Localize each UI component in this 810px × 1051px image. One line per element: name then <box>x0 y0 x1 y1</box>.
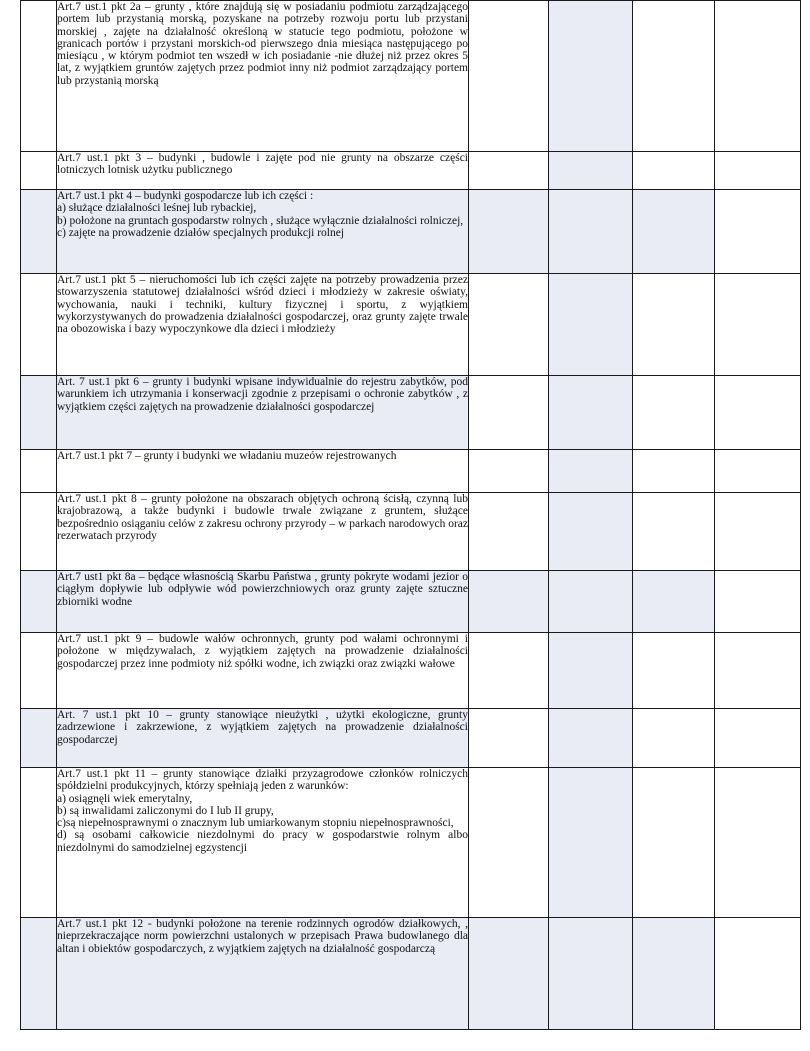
provision-text: Art.7 ust.1 pkt 2a – grunty , które znajdują się w posiadaniu podmiotu zarządzającego portem lub przystanią morską, pozyskane na potrzeby rozwoju portu lub przystani morskiej , zajęte na działalność określoną w statucie tego podmiotu, położone w granicach portów i przystani morskich-od pierwszego dnia miesiąca następującego po miesiącu , w którym podmiot ten wszedł w ich posiadanie -nie dłużej niż przez okres 5 lat, z wyjątkiem gruntów zajętych przez podmiot inny niż podmiot zarządzający portem lub przystanią morską <box>57 1 468 87</box>
value-cell <box>549 450 633 493</box>
value-cell <box>633 493 715 571</box>
value-cell <box>715 571 801 633</box>
value-cell <box>549 571 633 633</box>
provision-text-cell <box>57 152 469 190</box>
value-cell <box>469 709 549 768</box>
table-row <box>21 190 801 274</box>
index-cell <box>21 633 57 709</box>
value-cell <box>549 190 633 274</box>
value-cell <box>633 633 715 709</box>
value-cell <box>469 376 549 450</box>
provision-text: Art.7 ust.1 pkt 9 – budowle wałów ochronnych, grunty pod wałami ochronnymi i położone w międzywalach, z wyjątkiem zajętych na prowadzenie działalności gospodarczej przez inne podmioty niż spółki wodne, ich związki oraz związki wałowe <box>57 633 468 670</box>
index-cell <box>21 1 57 152</box>
index-cell <box>21 571 57 633</box>
table-row <box>21 571 801 633</box>
value-cell <box>633 274 715 376</box>
provision-text: Art.7 ust.1 pkt 11 – grunty stanowiące działki przyzagrodowe członków rolniczych spółdzielni produkcyjnych, którzy spełniają jeden z warunków: a) osiągnęli wiek emerytalny, b) są inwalidami zaliczonymi do I lub II grupy, c)są niepełnosprawnymi o znacznym lub umiarkowanym stopniu niepełnosprawności, d) są osobami całkowicie niezdolnymi do pracy w gospodarstwie rolnym albo niezdolnymi do samodzielnej egzystencji <box>57 768 468 854</box>
provision-text-cell <box>57 450 469 493</box>
index-cell <box>21 376 57 450</box>
value-cell <box>715 152 801 190</box>
index-cell <box>21 918 57 1030</box>
value-cell <box>549 493 633 571</box>
provision-text-cell <box>57 633 469 709</box>
value-cell <box>469 918 549 1030</box>
value-cell <box>633 768 715 918</box>
value-cell <box>469 450 549 493</box>
index-cell <box>21 190 57 274</box>
value-cell <box>549 376 633 450</box>
index-cell <box>21 768 57 918</box>
provision-text: Art.7 ust.1 pkt 4 – budynki gospodarcze lub ich części : a) służące działalności leśnej lub rybackiej, b) położone na gruntach gospodarstw rolnych , służące wyłącznie działalności rolniczej, c) zajęte na prowadzenie działów specjalnych produkcji rolnej <box>57 190 464 239</box>
provision-text: Art.7 ust1 pkt 8a – będące własnością Skarbu Państwa , grunty pokryte wodami jezior o ciągłym dopływie lub odpływie wód powierzchniowych oraz grunty zajęte sztuczne zbiorniki wodne <box>57 571 468 608</box>
index-cell <box>21 450 57 493</box>
value-cell <box>715 633 801 709</box>
value-cell <box>715 1 801 152</box>
value-cell <box>715 709 801 768</box>
value-cell <box>715 918 801 1030</box>
value-cell <box>469 274 549 376</box>
provision-text-cell <box>57 709 469 768</box>
provision-text-cell <box>57 493 469 571</box>
provision-text-cell <box>57 190 469 274</box>
value-cell <box>469 571 549 633</box>
provision-text: Art. 7 ust.1 pkt 10 – grunty stanowiące nieużytki , użytki ekologiczne, grunty zadrzewione i zakrzewione, z wyjątkiem zajętych na prowadzenie działalności gospodarczej <box>57 709 468 746</box>
table-row <box>21 918 801 1030</box>
provision-text: Art.7 ust.1 pkt 8 – grunty położone na obszarach objętych ochroną ścisłą, czynną lub krajobrazową, a także budynki i budowle trwale związane z gruntem, służące bezpośrednio osiąganiu celów z zakresu ochrony przyrody – w parkach narodowych oraz rezerwatach przyrody <box>57 493 468 542</box>
provision-text-cell <box>57 376 469 450</box>
value-cell <box>469 633 549 709</box>
value-cell <box>633 152 715 190</box>
provision-text: Art.7 ust.1 pkt 3 – budynki , budowle i zajęte pod nie grunty na obszarze części lotniczych lotnisk użytku publicznego <box>57 152 468 177</box>
provision-text-cell <box>57 571 469 633</box>
provision-text: Art.7 ust.1 pkt 12 - budynki położone na terenie rodzinnych ogrodów działkowych, , nieprzekraczające norm powierzchni ustalonych w przepisach Prawa budowlanego dla altan i obiektów gospodarczych, z wyjątkiem zajętych na działalność gospodarczą <box>57 918 468 955</box>
index-cell <box>21 274 57 376</box>
value-cell <box>549 152 633 190</box>
value-cell <box>633 571 715 633</box>
table-row <box>21 768 801 918</box>
table-row <box>21 1 801 152</box>
value-cell <box>549 1 633 152</box>
index-cell <box>21 709 57 768</box>
table-row <box>21 633 801 709</box>
value-cell <box>469 190 549 274</box>
provision-text: Art.7 ust.1 pkt 7 – grunty i budynki we władaniu muzeów rejestrowanych <box>57 450 397 462</box>
index-cell <box>21 493 57 571</box>
value-cell <box>469 768 549 918</box>
value-cell <box>549 709 633 768</box>
value-cell <box>633 709 715 768</box>
index-cell <box>21 152 57 190</box>
value-cell <box>549 768 633 918</box>
table-row <box>21 152 801 190</box>
value-cell <box>633 1 715 152</box>
table-row <box>21 274 801 376</box>
value-cell <box>469 493 549 571</box>
tax-exemption-table <box>20 0 801 1030</box>
value-cell <box>469 152 549 190</box>
value-cell <box>715 376 801 450</box>
table-row <box>21 709 801 768</box>
table-row <box>21 493 801 571</box>
provision-text-cell <box>57 274 469 376</box>
value-cell <box>549 633 633 709</box>
value-cell <box>715 274 801 376</box>
value-cell <box>633 190 715 274</box>
provision-text-cell <box>57 1 469 152</box>
value-cell <box>633 918 715 1030</box>
value-cell <box>469 1 549 152</box>
value-cell <box>715 493 801 571</box>
provision-text-cell <box>57 768 469 918</box>
value-cell <box>715 450 801 493</box>
value-cell <box>715 190 801 274</box>
table-row <box>21 450 801 493</box>
value-cell <box>715 768 801 918</box>
value-cell <box>549 918 633 1030</box>
provision-text: Art.7 ust.1 pkt 5 – nieruchomości lub ich części zajęte na potrzeby prowadzenia przez stowarzyszenia statutowej działalności wśród dzieci i młodzieży w zakresie oświaty, wychowania, nauki i techniki, kultury fizycznej i sportu, z wyjątkiem wykorzystywanych do prowadzenia działalności gospodarczej, oraz grunty zajęte trwale na obozowiska i bazy wypoczynkowe dla dzieci i młodzieży <box>57 274 468 336</box>
value-cell <box>549 274 633 376</box>
table-row <box>21 376 801 450</box>
value-cell <box>633 376 715 450</box>
provision-text-cell <box>57 918 469 1030</box>
value-cell <box>633 450 715 493</box>
provision-text: Art. 7 ust.1 pkt 6 – grunty i budynki wpisane indywidualnie do rejestru zabytków, pod warunkiem ich utrzymania i konserwacji zgodnie z przepisami o ochronie zabytków , z wyjątkiem części zajętych na prowadzenie działalności gospodarczej <box>57 376 468 413</box>
